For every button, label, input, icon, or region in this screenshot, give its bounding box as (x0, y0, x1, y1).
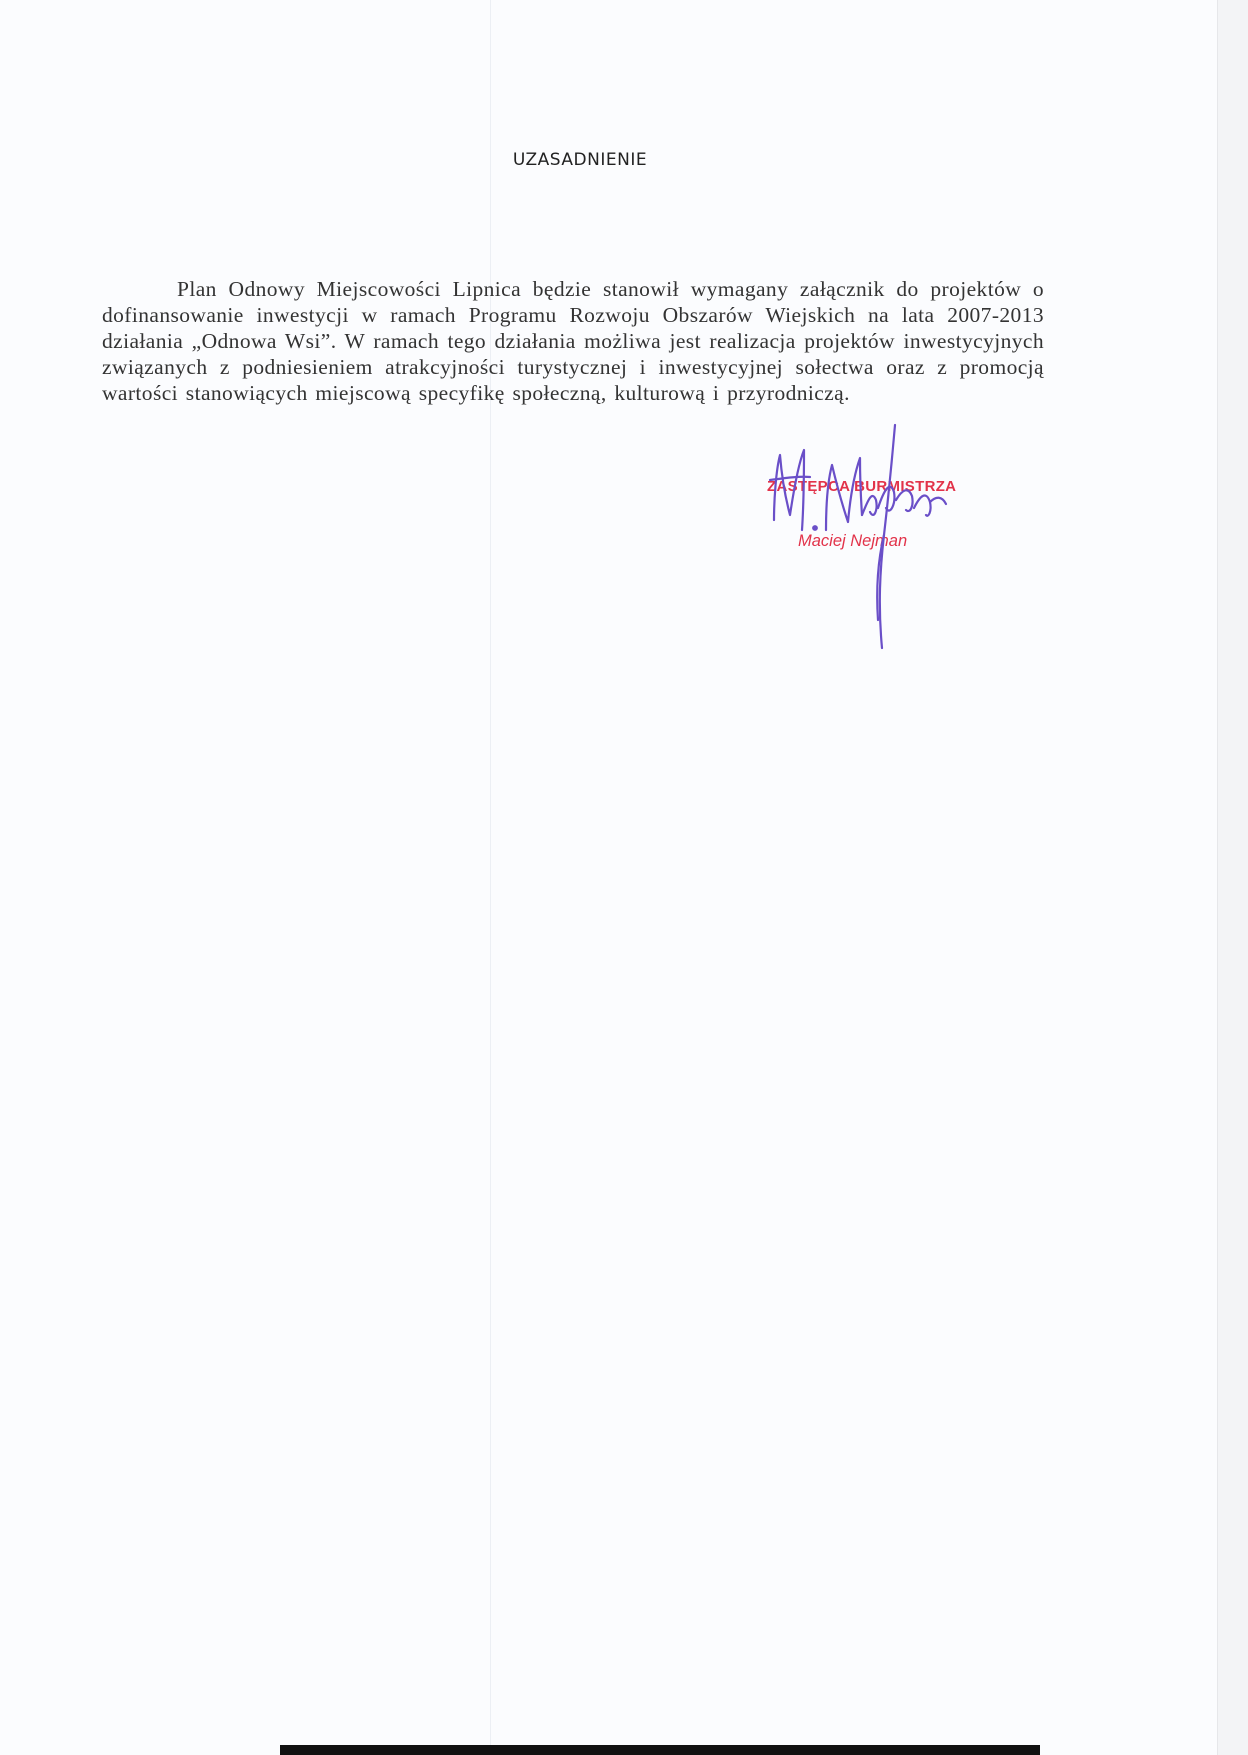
document-title: UZASADNIENIE (512, 150, 648, 170)
scan-right-edge (1217, 0, 1248, 1755)
stamp-name: Maciej Nejman (798, 532, 908, 550)
justification-paragraph: Plan Odnowy Miejscowości Lipnica będzie stanowił wymagany załącznik do projektów o dofinansowanie inwestycji w ramach Programu Rozwoju Obszarów Wiejskich na lata 2007-2013 działania „Odnowa Wsi”. W ramach tego działania możliwa jest realizacja projektów inwestycyjnych związanych z podniesieniem atrakcyjności turystycznej i inwestycyjnej sołectwa oraz z promocją wartości stanowiących miejscową specyfikę społeczną, kulturową i przyrodniczą. (102, 276, 1044, 405)
stamp-title: ZASTĘPCA BURMISTRZA (767, 478, 957, 495)
scan-bottom-edge (280, 1745, 1040, 1755)
scan-fold-line (490, 0, 491, 1755)
signature-icon (760, 420, 960, 650)
